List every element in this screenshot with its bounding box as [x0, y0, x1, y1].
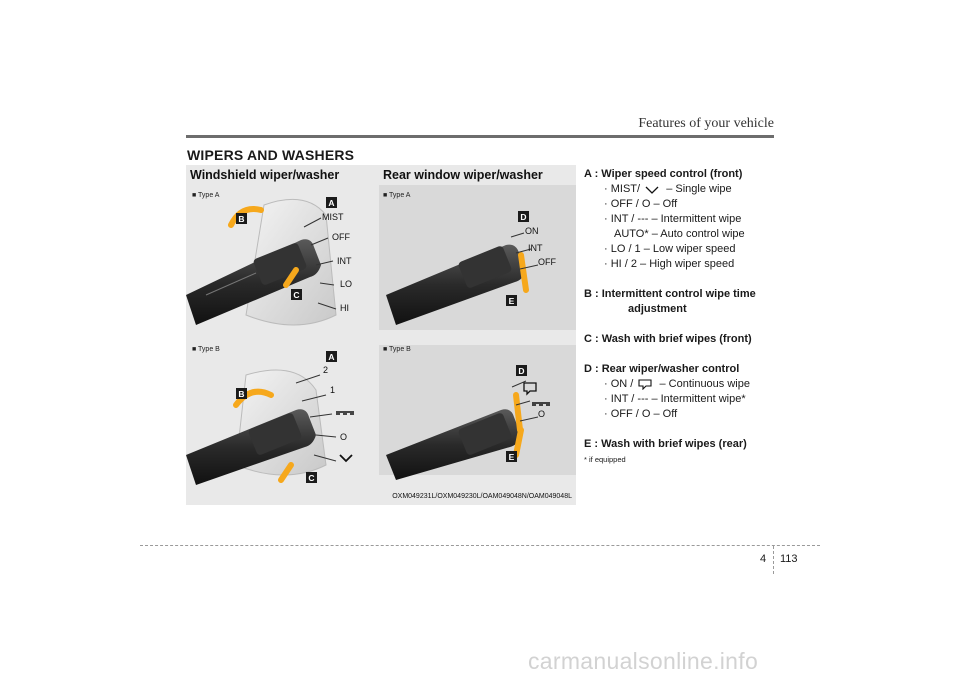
- descriptions: [584, 167, 804, 467]
- badge-d-rear-a: D: [518, 211, 529, 222]
- rear-a-off: OFF: [538, 257, 556, 267]
- badge-b-windshield-b: B: [236, 388, 247, 399]
- badge-c-windshield-a: C: [291, 289, 302, 300]
- desc-a-mist: [584, 182, 804, 197]
- desc-a-auto: AUTO* – Auto control wipe: [614, 228, 745, 240]
- windshield-b-speed-1: 1: [330, 385, 336, 395]
- rear-panel-title: Rear window wiper/washer: [383, 168, 543, 182]
- badge-a-windshield-a: A: [326, 197, 337, 208]
- badge-b-windshield-a: B: [236, 213, 247, 224]
- windshield-panel-title: Windshield wiper/washer: [190, 168, 340, 182]
- desc-d-on: [584, 377, 804, 392]
- badge-d-rear-b: D: [516, 365, 527, 376]
- desc-d-int: · INT / --- – Intermittent wipe*: [604, 393, 746, 405]
- mist-chevron-icon: [645, 185, 659, 194]
- rear-type-a-label: ■ Type A: [383, 192, 411, 199]
- windshield-a-mist: MIST: [322, 212, 344, 222]
- header-rule: [186, 135, 774, 138]
- wiper-figure: [186, 165, 576, 505]
- windshield-b-speed-2: 2: [323, 365, 329, 375]
- desc-a-hi: · HI / 2 – High wiper speed: [604, 258, 735, 270]
- chapter-title: Features of your vehicle: [638, 116, 774, 131]
- desc-d-off: · OFF / O – Off: [604, 408, 678, 420]
- footnote: * if equipped: [584, 455, 626, 464]
- page-divider: [773, 546, 774, 574]
- desc-b-title-cont: adjustment: [628, 303, 687, 315]
- desc-a-int: · INT / --- – Intermittent wipe: [604, 213, 742, 225]
- rear-wiper-icon: [638, 379, 652, 390]
- windshield-type-a-label: ■ Type A: [192, 192, 220, 199]
- desc-e-title: E : Wash with brief wipes (rear): [584, 438, 747, 450]
- desc-a-mist-label: · MIST/: [604, 183, 641, 195]
- windshield-b-off: O: [340, 432, 348, 442]
- chapter-number: 4: [760, 553, 767, 565]
- rear-a-on: ON: [525, 226, 539, 236]
- windshield-a-off: OFF: [332, 232, 350, 242]
- rear-a-int: INT: [528, 243, 543, 253]
- windshield-type-b-label: ■ Type B: [192, 346, 220, 353]
- rear-type-b-label: ■ Type B: [383, 346, 411, 353]
- desc-a-lo: · LO / 1 – Low wiper speed: [604, 243, 736, 255]
- badge-e-rear-a: E: [506, 295, 517, 306]
- page-number: 113: [780, 553, 798, 565]
- badge-a-windshield-b: A: [326, 351, 337, 362]
- windshield-type-a-stalk: [186, 199, 336, 325]
- badge-c-windshield-b: C: [306, 472, 317, 483]
- image-code: OXM049231L/OXM049230L/OAM049048N/OAM049048L: [392, 493, 572, 500]
- windshield-a-int: INT: [337, 256, 352, 266]
- desc-d-on-text: – Continuous wipe: [659, 378, 750, 390]
- windshield-a-hi: HI: [340, 303, 349, 313]
- desc-c-title: C : Wash with brief wipes (front): [584, 333, 752, 345]
- windshield-type-b-stalk: [186, 370, 354, 485]
- desc-a-off: · OFF / O – Off: [604, 198, 678, 210]
- rear-b-off: O: [538, 409, 546, 419]
- desc-b-title: B : Intermittent control wipe time: [584, 288, 756, 300]
- windshield-a-lo: LO: [340, 279, 353, 289]
- desc-d-on-label: · ON /: [604, 378, 634, 390]
- desc-a-title: A : Wiper speed control (front): [584, 168, 743, 180]
- desc-a-mist-text: – Single wipe: [666, 183, 732, 195]
- footer-rule: [140, 545, 820, 546]
- section-title: WIPERS AND WASHERS: [187, 147, 355, 163]
- badge-e-rear-b: E: [506, 451, 517, 462]
- watermark: carmanualsonline.info: [528, 648, 759, 674]
- desc-d-title: D : Rear wiper/washer control: [584, 363, 740, 375]
